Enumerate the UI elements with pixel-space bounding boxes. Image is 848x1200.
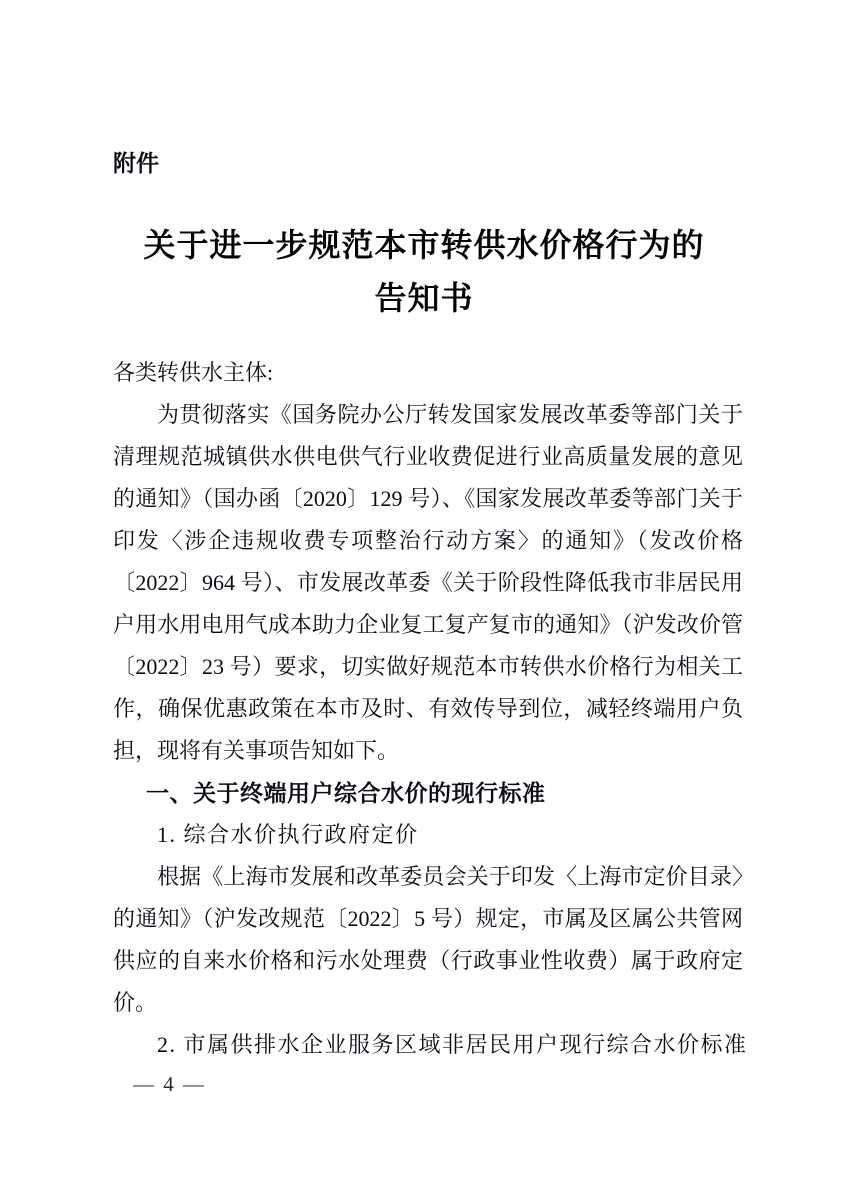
section-1-heading: 一、关于终端用户综合水价的现行标准 [146,780,546,806]
document-title [109,219,739,325]
attachment-label: 附件 [113,150,159,176]
sub-item-2: 2. 市属供排水企业服务区域非居民用户现行综合水价标准 [157,1032,748,1057]
document-title-line-2: 告知书 [374,280,474,316]
paragraph-policy-basis: 为贯彻落实《国务院办公厅转发国家发展改革委等部门关于清理规范城镇供水供电供气行业收费促进行业高质量发展的意见的通知》（国办函〔2020〕129 号）、《国家发展改革委等部门关于印发〈涉企违规收费专项整治行动方案〉的通知》（发改价格〔2022〕964 号）、市发展改革委《关于阶段性降低我市非居民用户用水用电用气成本助力企业复工复产复市的通知》（沪发改价管〔2022〕23 号）要求，切实做好规范本市转供水价格行为相关工作，确保优惠政策在本市及时、有效传导到位，减轻终端用户负担，现将有关事项告知如下。 [113,402,743,763]
document-title-line-1: 关于进一步规范本市转供水价格行为的 [143,227,705,263]
page-number: — 4 — [133,1072,206,1096]
sub-item-1: 1. 综合水价执行政府定价 [157,822,419,847]
paragraph-pricing-catalog: 根据《上海市发展和改革委员会关于印发〈上海市定价目录〉的通知》（沪发改规范〔2022〕5 号）规定，市属及区属公共管网供应的自来水价格和污水处理费（行政事业性收费）属于政府定价。 [113,864,743,1015]
salutation: 各类转供水主体: [113,360,274,385]
document-body [113,352,748,1066]
